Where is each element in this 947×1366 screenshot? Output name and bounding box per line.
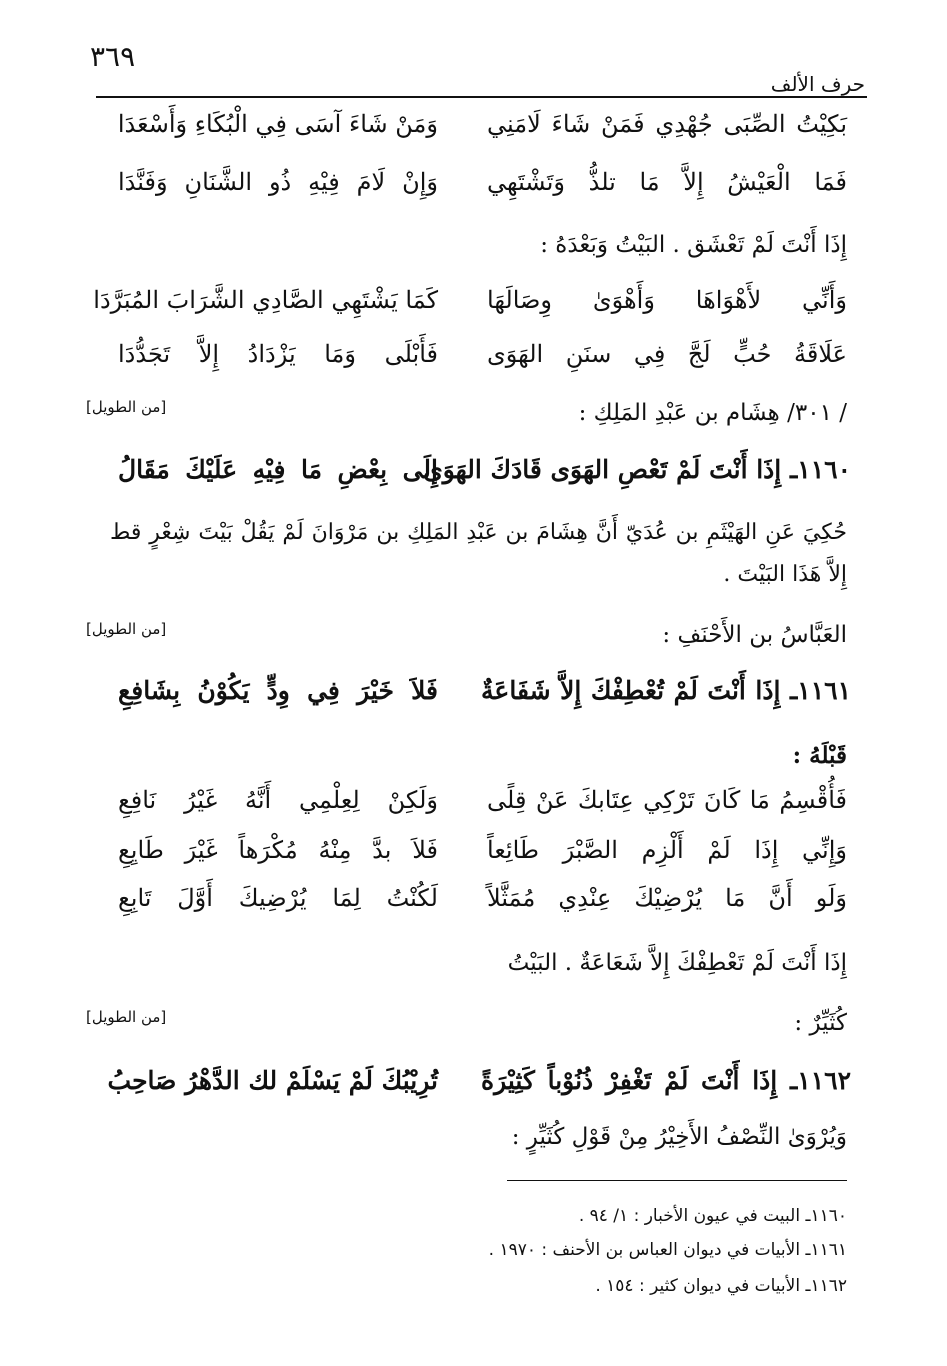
poet-attribution: العَبَّاسُ بن الأَحْنَفِ : — [662, 622, 847, 648]
commentary-paragraph: حُكِيَ عَنِ الهَيْثَمِ بن عُدَيّ أَنَّ هِشَامَ بن عَبْدِ المَلِكِ بن مَرْوَانَ لَمْ يَقُلْ بَيْتَ شِعْرٍ قط إِلاَّ هَذَا البَيْتَ . — [110, 520, 847, 587]
chapter-title: حرف الألف — [770, 72, 865, 96]
meter-label: [من الطويل] — [86, 398, 167, 416]
verse-hemistich-left: فَلاَ بدَّ مِنْهُ مُكْرَهاً غَيْرَ طَايِعِ — [118, 836, 438, 864]
page-number: ٣٦٩ — [90, 40, 136, 73]
footnote: ١١٦٢ـ الأبيات في ديوان كثير : ١٥٤ . — [595, 1276, 847, 1296]
poet-attribution: / ٣٠١/ هِشَام بن عَبْدِ المَلِكِ : — [578, 400, 847, 426]
verse-hemistich-right: بَكِيْتُ الصِّبَى جُهْدِي فَمَنْ شَاءَ لَامَنِي — [487, 110, 847, 138]
verse-hemistich-left: وَلَكِنْ لِعِلْمِي أَنَّهُ غَيْرُ نَافِعِ — [118, 786, 438, 814]
verse-intro-line: إِذَا أَنْتَ لَمْ تَعْشَق . البَيْتُ وَبَعْدَهُ : — [540, 232, 847, 258]
header-divider — [96, 96, 867, 98]
verse-hemistich-left: كَمَا يَشْتَهِي الصَّادِي الشَّرَابَ المُبَرَّدَا — [93, 286, 438, 314]
numbered-verse-left: إِلَى بِعْضِ مَا فِيْهِ عَلَيْكَ مَقَالُ — [118, 455, 438, 484]
footnote: ١١٦١ـ الأبيات في ديوان العباس بن الأحنف : ١٩٧٠ . — [488, 1240, 847, 1260]
meter-label: [من الطويل] — [86, 1008, 167, 1026]
verse-hemistich-right: وَأَنِّي لأَهْوَاهَا وَأَهْوَىٰ وِصَالَهَا — [487, 286, 847, 314]
numbered-verse-left: فَلاَ خَيْرَ فِي وِدٍّ يَكُوْنُ بِشَافِعِ — [118, 676, 438, 705]
commentary-line: وَيُرْوَىٰ النِّصْفُ الأَخِيْرُ مِنْ قَوْلِ كُثَيِّرٍ : — [511, 1124, 847, 1150]
meter-label: [من الطويل] — [86, 620, 167, 638]
footnote-divider — [507, 1180, 847, 1181]
verse-hemistich-left: وَمَنْ شَاءَ آسَى فِي الْبُكَاءِ وَأَسْعَدَا — [117, 110, 438, 138]
verse-hemistich-right: وَلَو أَنَّ مَا يُرْضِيْكَ عِنْدِي مُمَثَّلاً — [487, 884, 847, 912]
verse-intro-line: قَبْلَهُ : — [792, 742, 847, 769]
footnote: ١١٦٠ـ البيت في عيون الأخبار : ١/ ٩٤ . — [578, 1206, 847, 1226]
verse-hemistich-right: فَأُقْسِمُ مَا كَانَ تَرْكِي عِتَابكَ عَنْ قِلًى — [487, 786, 847, 814]
verse-hemistich-left: فَأَبْلَى وَمَا يَزْدَادُ إِلاَّ تَجَدُّدَا — [118, 340, 438, 368]
poet-attribution: كُثَيِّرٌ : — [794, 1010, 847, 1036]
verse-hemistich-right: وَإِنِّي إِذَا لَمْ أَلْزِم الصَّبْرَ طَائِعاً — [487, 836, 847, 864]
verse-outro-line: إِذَا أَنْتَ لَمْ تَعْطِفْكَ إِلاَّ شَعَاعَةٌ . البَيْتُ — [507, 950, 847, 976]
numbered-verse-left: تُرِيْبُكَ لَمْ يَسْلَمْ لك الدَّهْرُ صَاحِبُ — [107, 1066, 438, 1095]
numbered-verse-right: ١١٦١ـ إِذَا أَنْتَ لَمْ تُعْطِفْكَ إِلاَّ شَفَاعَةٌ — [481, 676, 851, 705]
verse-hemistich-right: عَلَاقَةُ حُبٍّ لَجَّ فِي سنَنِ الهَوَى — [487, 340, 847, 368]
verse-hemistich-left: لَكُنْتُ لِمَا يُرْضِيكَ أَوَّلَ تَابِعِ — [118, 884, 438, 912]
numbered-verse-right: ١١٦٢ـ إِذَا أَنْتَ لَمْ تَغْفِرْ ذُنُوْباً كَثِيْرَةً — [481, 1066, 851, 1095]
verse-hemistich-right: فَمَا الْعَيْشُ إِلاَّ مَا تلذُّ وَتَشْتَهِي — [487, 168, 847, 196]
verse-hemistich-left: وَإِنْ لَامَ فِيْهِ ذُو الشَّنَانِ وَفَنَّدَا — [118, 168, 438, 196]
numbered-verse-right: ١١٦٠ـ إِذَا أَنْتَ لَمْ تَعْصِ الهَوَى قَادَكَ الهَوَى — [423, 455, 851, 484]
